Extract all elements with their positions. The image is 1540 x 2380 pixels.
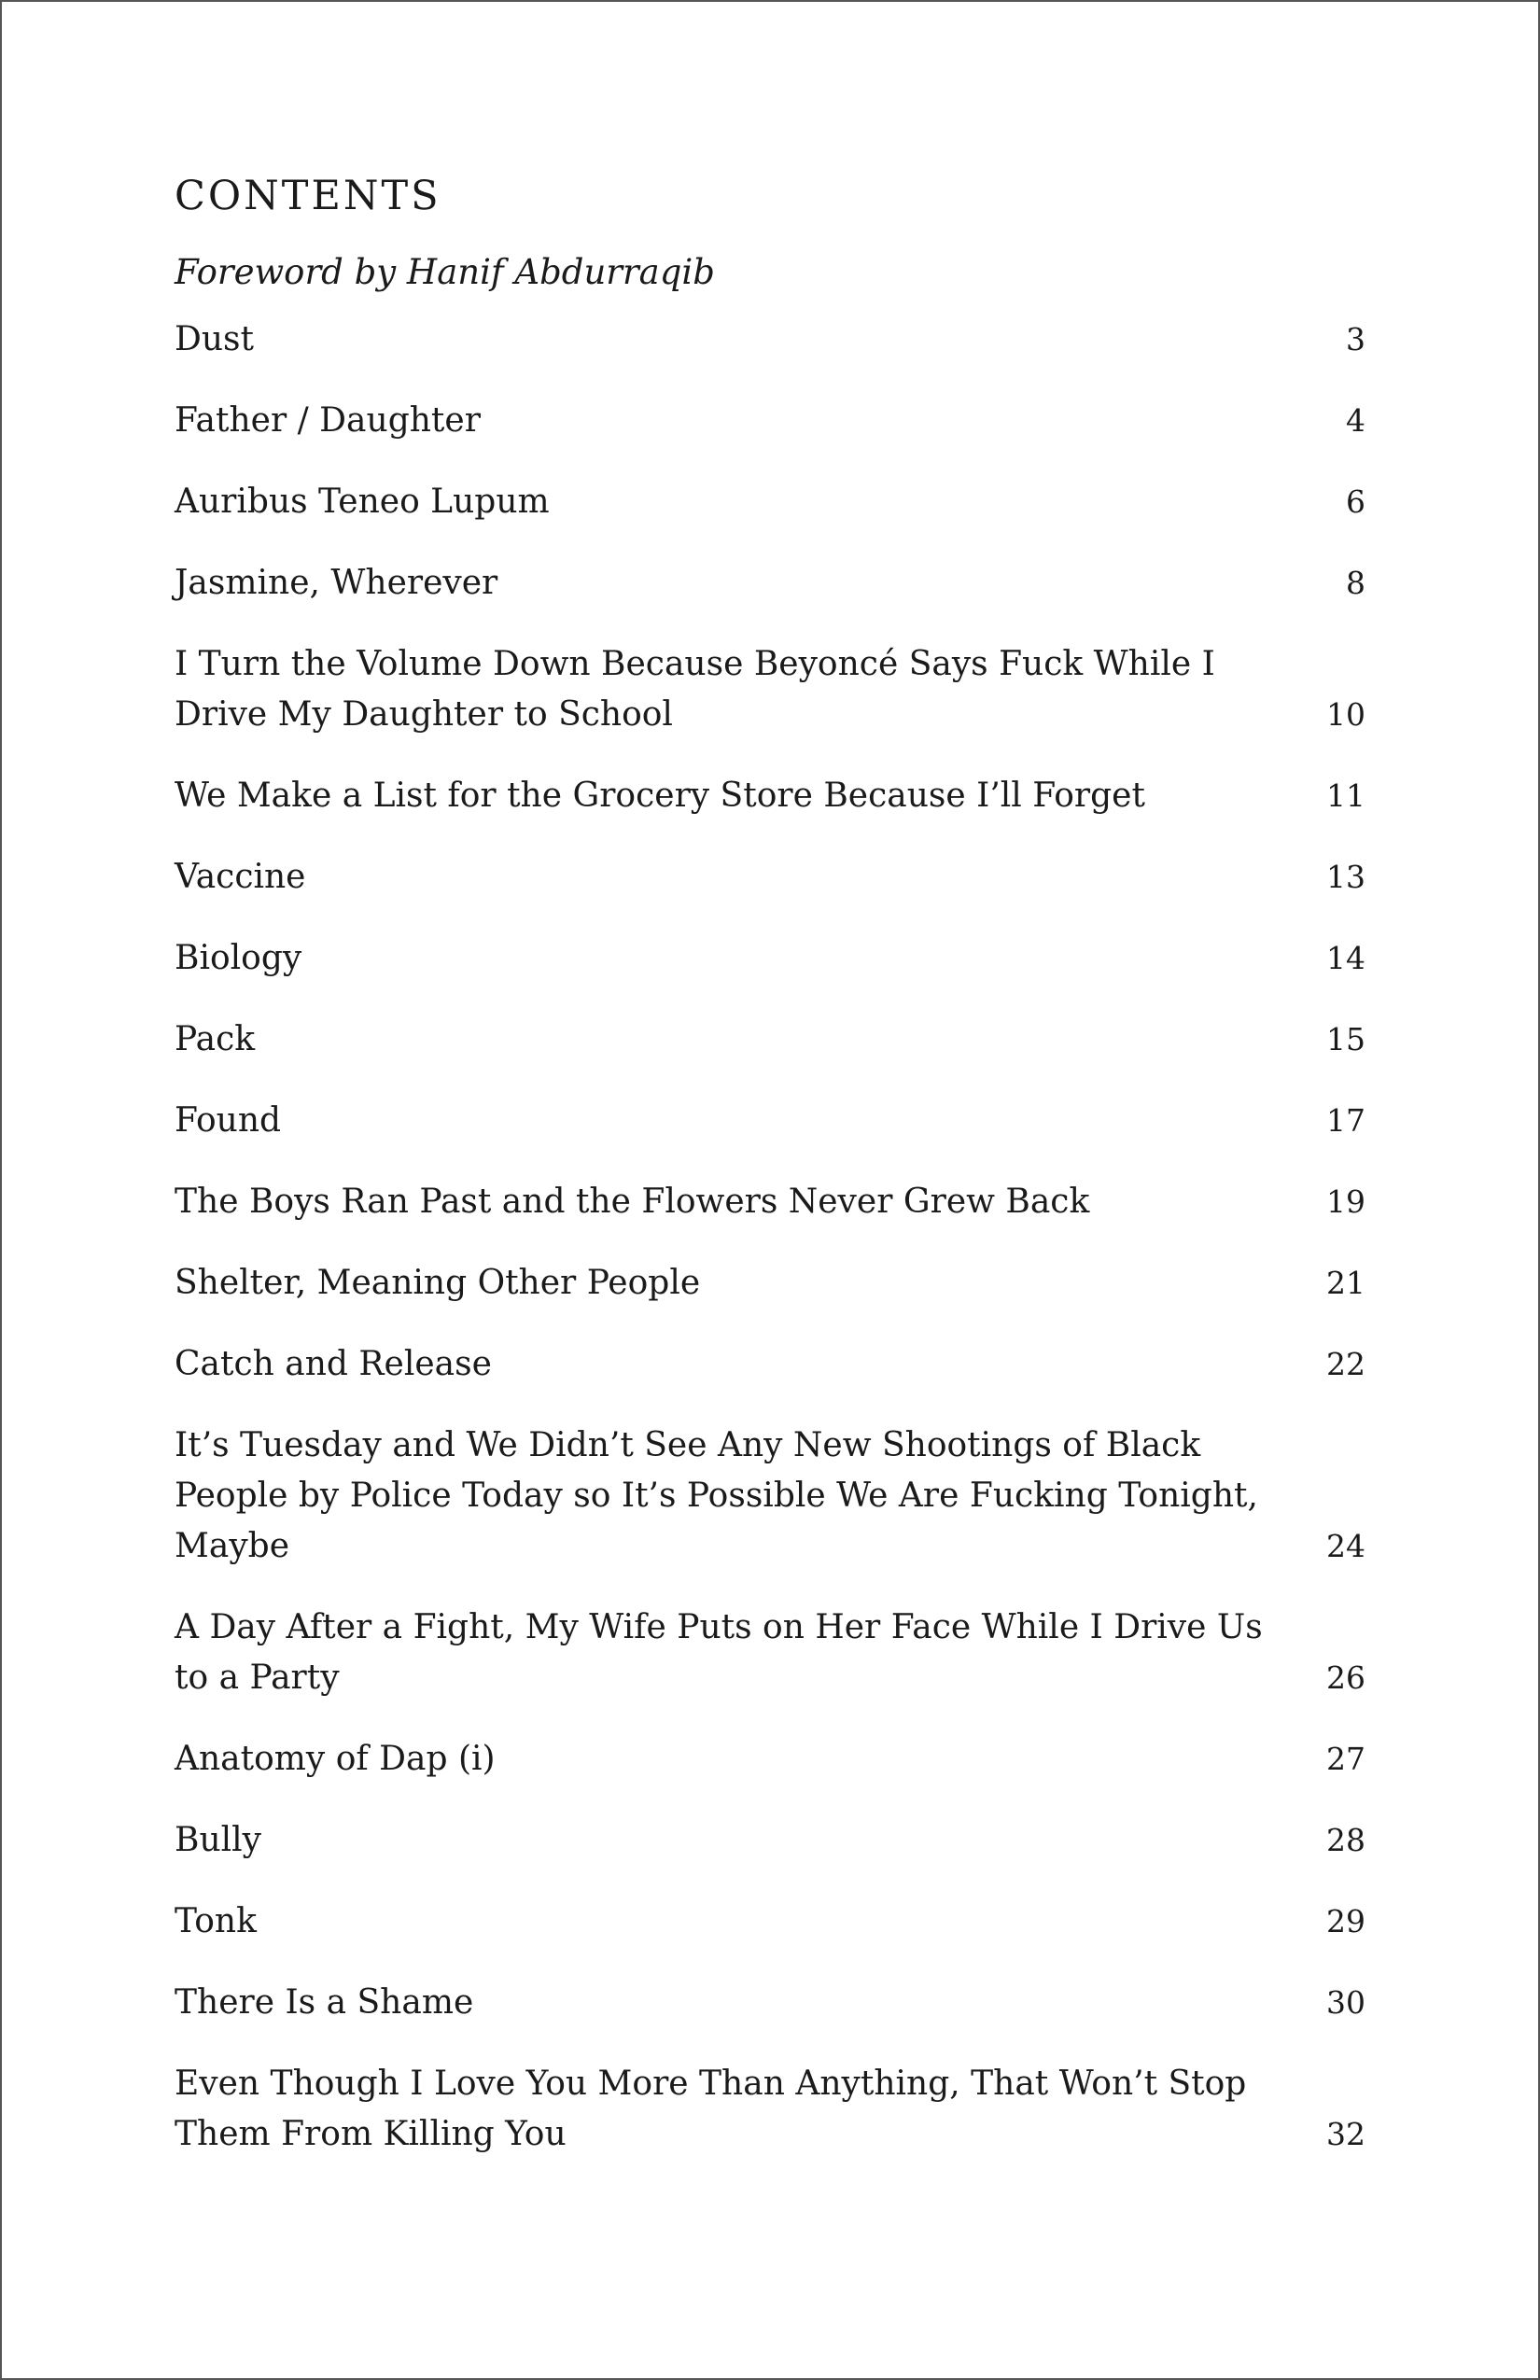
toc-entry: [175, 1258, 1365, 1309]
toc-entry: [175, 558, 1365, 609]
toc-entry: [175, 639, 1365, 740]
page-title: CONTENTS: [175, 173, 441, 219]
toc-entry: [175, 852, 1365, 903]
toc-entry: [175, 1421, 1365, 1572]
toc-entry-title: Catch and Release: [175, 1345, 492, 1383]
toc-entry-title: Even Though I Love You More Than Anything, That Won’t Stop Them From Killing You: [175, 2065, 1247, 2153]
toc-entry-title: There Is a Shame: [175, 1983, 474, 2022]
toc-entry-page: 28: [1326, 1822, 1365, 1858]
foreword-line: Foreword by Hanif Abdurraqib: [175, 252, 715, 292]
toc-entry: [175, 1096, 1365, 1146]
toc-entry-page: 6: [1346, 483, 1365, 520]
toc-entry-title: Shelter, Meaning Other People: [175, 1264, 701, 1302]
toc-entry: [175, 315, 1365, 365]
toc-entry: [175, 396, 1365, 446]
toc-list: [175, 315, 1365, 2160]
toc-entry-title: Tonk: [175, 1902, 257, 1940]
toc-entry-page: 22: [1326, 1346, 1365, 1382]
toc-entry: [175, 933, 1365, 984]
toc-entry-page: 26: [1326, 1659, 1365, 1696]
toc-entry-page: 21: [1326, 1265, 1365, 1301]
toc-entry-title: Bully: [175, 1821, 262, 1859]
toc-entry-page: 32: [1326, 2116, 1365, 2152]
toc-entry-title: Father / Daughter: [175, 401, 481, 440]
toc-entry-title: Dust: [175, 320, 254, 358]
toc-entry: [175, 771, 1365, 821]
toc-entry-page: 4: [1346, 402, 1365, 439]
toc-entry-page: 8: [1346, 565, 1365, 601]
toc-entry: [175, 1897, 1365, 1947]
toc-entry-page: 13: [1326, 859, 1365, 895]
toc-entry: [175, 477, 1365, 527]
toc-entry: [175, 1978, 1365, 2028]
toc-entry-title: Biology: [175, 939, 302, 977]
toc-entry: [175, 1734, 1365, 1785]
toc-entry-page: 3: [1346, 321, 1365, 357]
toc-entry-title: Jasmine, Wherever: [175, 564, 498, 602]
toc-entry-title: A Day After a Fight, My Wife Puts on Her Face While I Drive Us to a Party: [175, 1608, 1263, 1697]
toc-entry: [175, 1015, 1365, 1065]
toc-entry-title: Pack: [175, 1020, 256, 1058]
table-of-contents: [175, 166, 1365, 2191]
toc-entry-page: 11: [1326, 777, 1365, 814]
toc-entry-page: 17: [1326, 1102, 1365, 1139]
toc-entry: [175, 1603, 1365, 1703]
toc-entry-title: Vaccine: [175, 858, 306, 896]
toc-entry-page: 29: [1326, 1903, 1365, 1939]
toc-entry-title: Anatomy of Dap (i): [175, 1740, 496, 1778]
toc-entry: [175, 1339, 1365, 1390]
toc-entry-title: Found: [175, 1101, 282, 1140]
toc-entry: [175, 1177, 1365, 1227]
toc-entry-title: We Make a List for the Grocery Store Because I’ll Forget: [175, 777, 1145, 815]
toc-entry: [175, 1815, 1365, 1866]
toc-entry-page: 15: [1326, 1021, 1365, 1057]
toc-entry-page: 14: [1326, 940, 1365, 976]
toc-entry-title: I Turn the Volume Down Because Beyoncé Says Fuck While I Drive My Daughter to School: [175, 645, 1215, 734]
toc-entry-page: 27: [1326, 1741, 1365, 1777]
toc-entry-page: 24: [1326, 1528, 1365, 1564]
toc-entry: [175, 2059, 1365, 2160]
toc-entry-page: 30: [1326, 1984, 1365, 2021]
toc-entry-title: Auribus Teneo Lupum: [175, 483, 550, 521]
toc-entry-page: 19: [1326, 1183, 1365, 1220]
toc-entry-title: The Boys Ran Past and the Flowers Never Grew Back: [175, 1183, 1090, 1221]
toc-entry-page: 10: [1326, 696, 1365, 733]
toc-entry-title: It’s Tuesday and We Didn’t See Any New Shootings of Black People by Police Today so It’s Possible We Are Fucking Tonight, Maybe: [175, 1426, 1258, 1565]
